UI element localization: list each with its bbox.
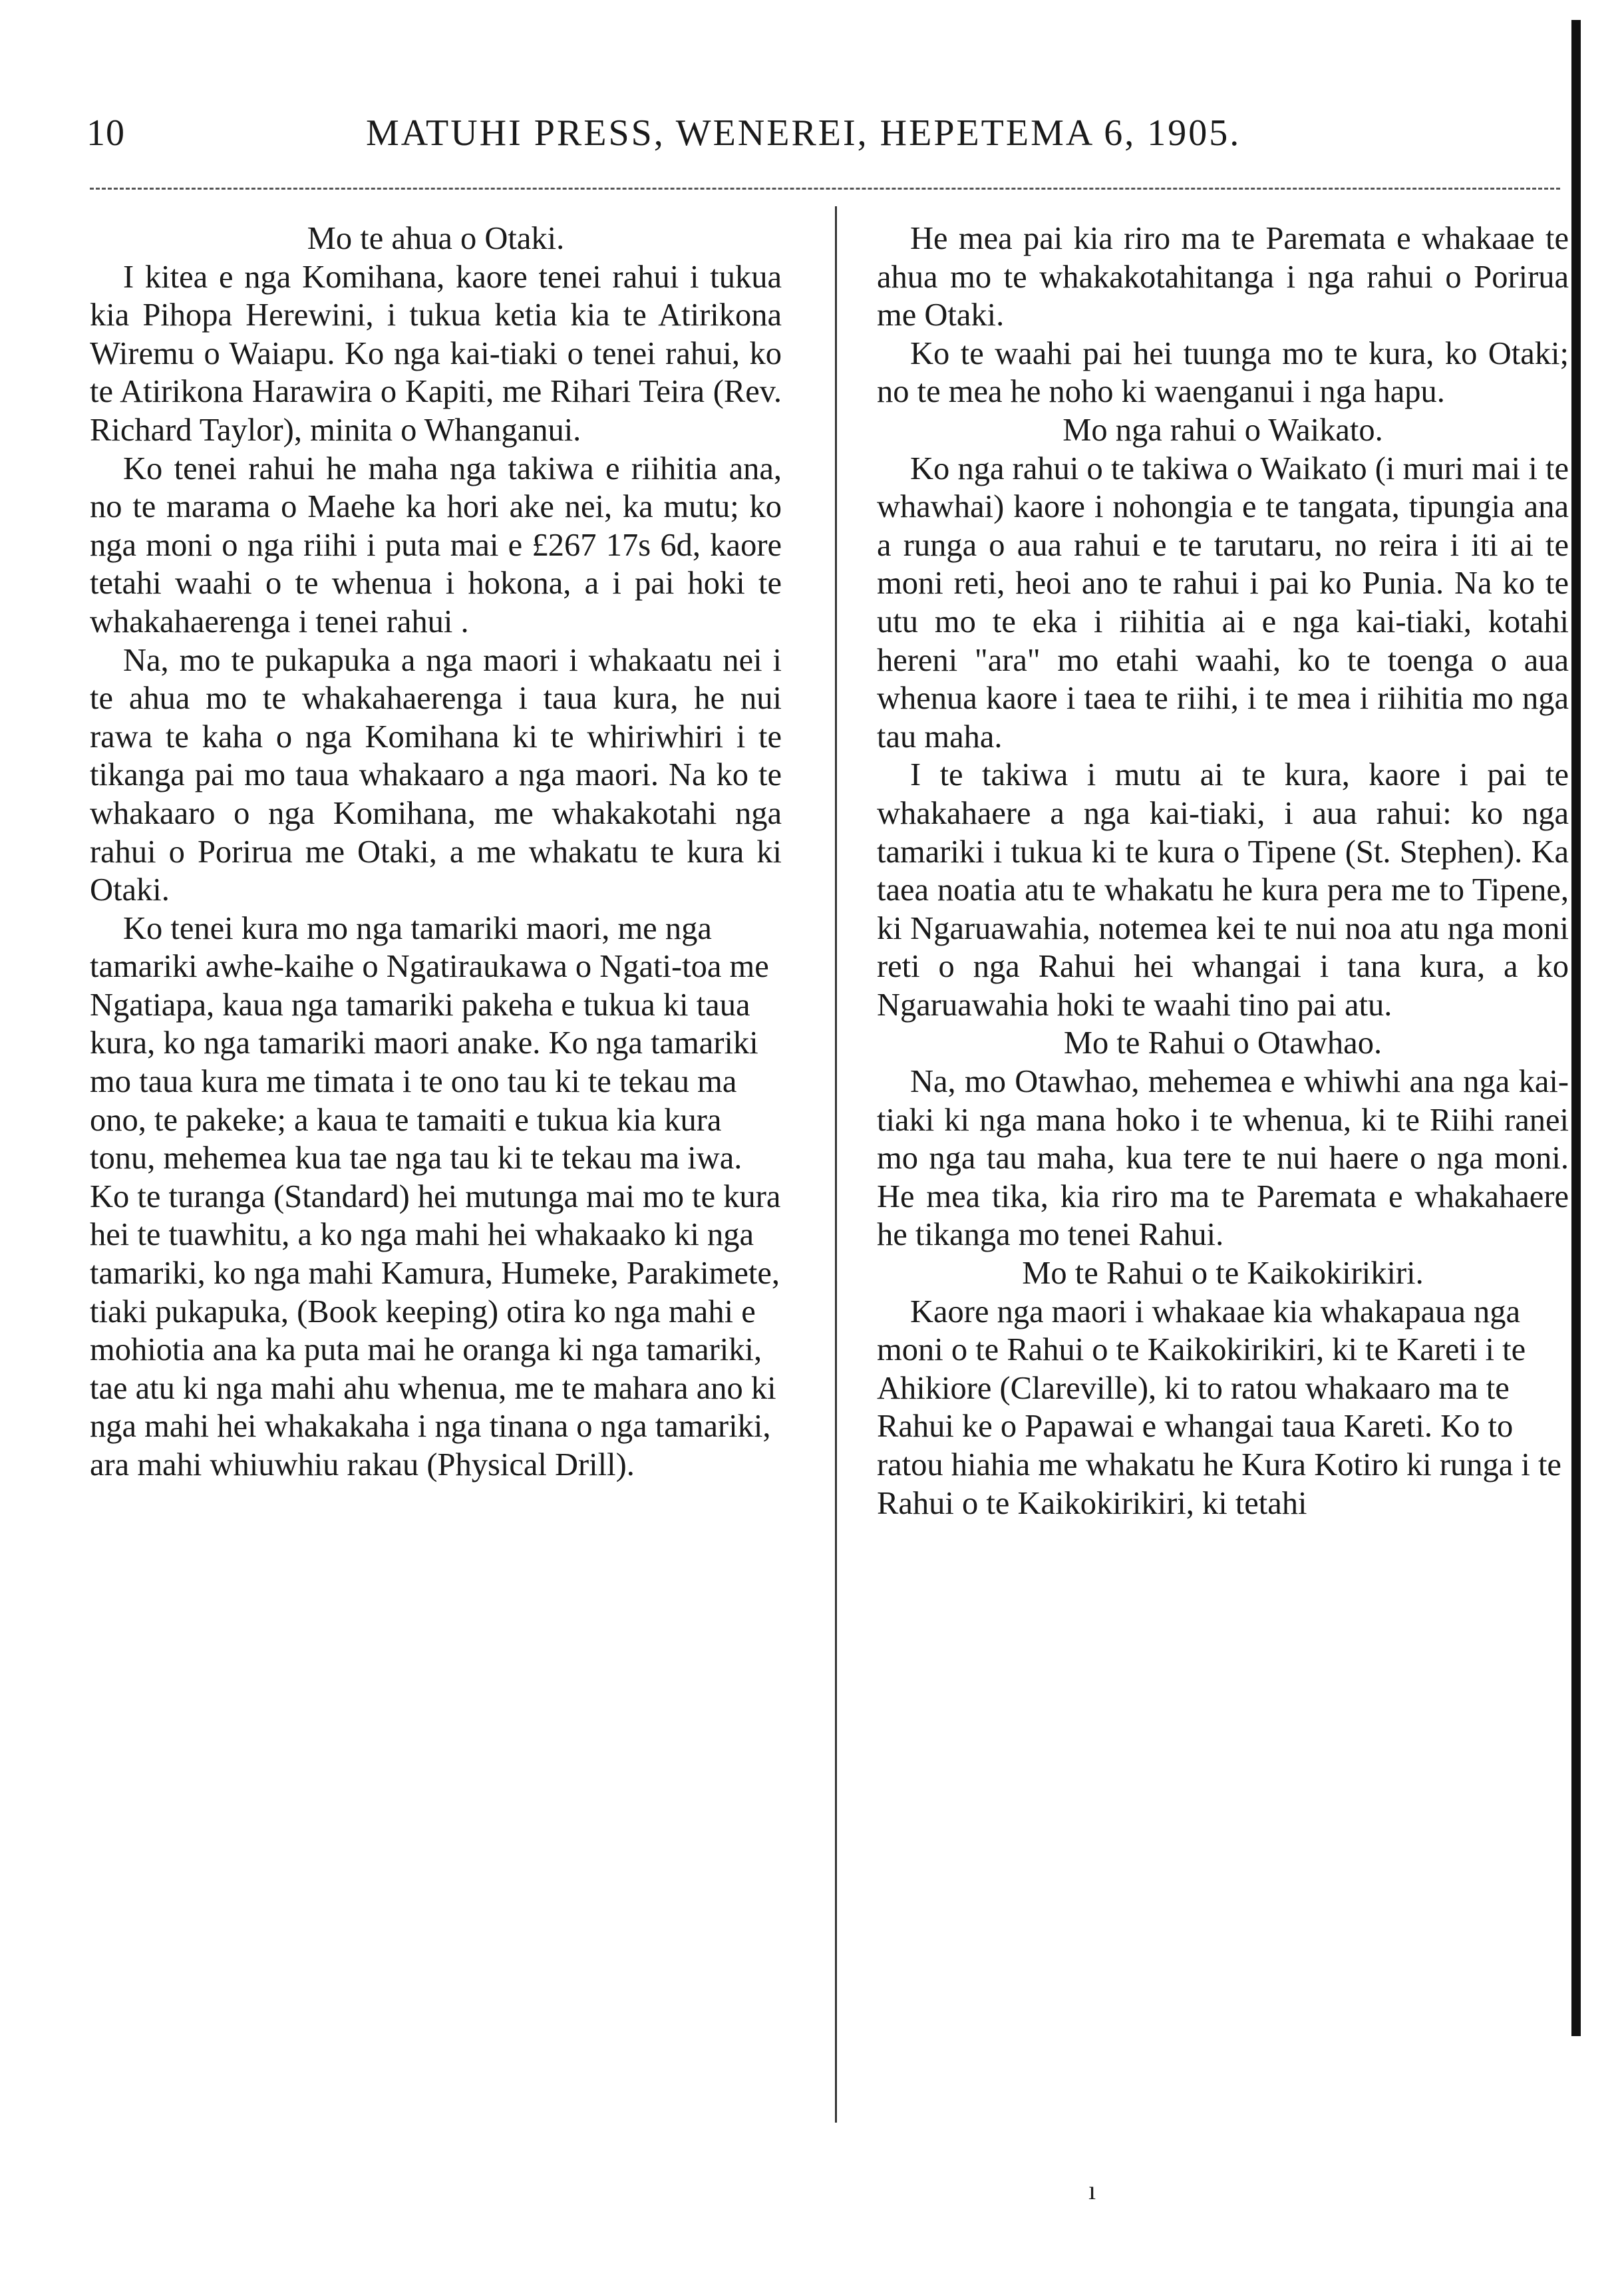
footer-mark: ı: [1088, 2175, 1096, 2205]
paragraph: Na, mo te pukapuka a nga maori i whakaatu nei i te ahua mo te whakahaerenga i taua kura, he nui rawa te kaha o nga Komihana ki te whiriwhiri i te tikanga pai mo taua whakaaro a nga maori. Na ko te whakaaro o nga Komihana, me whakakotahi nga rahui o Porirua me Otaki, a me whakatu te kura ki Otaki.: [90, 642, 782, 908]
section-heading-otaki: Mo te ahua o Otaki.: [307, 221, 565, 256]
page-edge: [1571, 20, 1581, 2036]
page-header: [86, 112, 1351, 165]
right-column: [877, 220, 1569, 1522]
section-heading-waikato: Mo nga rahui o Waikato.: [1062, 412, 1383, 448]
paragraph: Ko te waahi pai hei tuunga mo te kura, ko Otaki; no te mea he noho ki waenganui i nga hapu.: [877, 335, 1569, 410]
paragraph: Ko tenei kura mo nga tamariki maori, me nga tamariki awhe-kaihe o Ngatiraukawa o Ngati-toa me Ngatiapa, kaua nga tamariki pakeha e tukua ki taua kura, ko nga tamariki maori anake. Ko nga tamariki mo taua kura me timata i te ono tau ki te tekau ma ono, te pakeke; a kaua te tamaiti e tukua kia kura tonu, mehemea kua tae nga tau ki te tekau ma iwa. Ko te turanga (Standard) hei mutunga mai mo te kura hei te tuawhitu, a ko nga mahi hei whakaako ki nga tamariki, ko nga mahi Kamura, Humeke, Parakimete, tiaki pukapuka, (Book keeping) otira ko nga mahi e mohiotia ana ka puta mai he oranga ki nga tamariki, tae atu ki nga mahi ahu whenua, me te mahara ano ki nga mahi hei whakakaha i nga tinana o nga tamariki, ara mahi whiuwhiu rakau (Physical Drill).: [90, 910, 781, 1483]
column-divider: [835, 206, 837, 2123]
page-number: 10: [86, 112, 125, 154]
paragraph: I kitea e nga Komihana, kaore tenei rahui i tukua kia Pihopa Herewini, i tukua ketia kia te Atirikona Wiremu o Waiapu. Ko nga kai-tiaki o tenei rahui, ko te Atirikona Harawira o Kapiti, me Rihari Teira (Rev. Richard Taylor), minita o Whanganui.: [90, 259, 782, 448]
paragraph: He mea pai kia riro ma te Paremata e whakaae te ahua mo te whakakotahitanga i nga rahui o Porirua me Otaki.: [877, 221, 1569, 333]
running-head: MATUHI PRESS, WENEREI, HEPETEMA 6, 1905.: [366, 112, 1241, 154]
paragraph: Ko nga rahui o te takiwa o Waikato (i muri mai i te whawhai) kaore i nohongia e te tangata, tipungia ana a runga o aua rahui e te tarutaru, no reira i iti ai te moni reti, heoi ano te rahui i pai ko Punia. Na ko te utu mo te eka i riihitia ai e nga kai-tiaki, kotahi hereni "ara" mo etahi waahi, ko te toenga o aua whenua kaore i taea te riihi, i te mea i riihitia mo nga tau maha.: [877, 450, 1569, 755]
paragraph: I te takiwa i mutu ai te kura, kaore i pai te whakahaere a nga kai-tiaki, i aua rahui: ko nga tamariki i tukua ki te kura o Tipene (St. Stephen). Ka taea noatia atu te whakatu he kura pera me to Tipene, ki Ngaruawahia, notemea kei te nui noa atu nga moni reti o nga Rahui hei whangai i tana kura, a ko Ngaruawahia hoki te waahi tino pai atu.: [877, 757, 1569, 1023]
left-column: [90, 220, 782, 1485]
paragraph: Kaore nga maori i whakaae kia whakapaua nga moni o te Rahui o te Kaikokirikiri, ki te Kareti i te Ahikiore (Clareville), ki to ratou whakaaro ma te Rahui ke o Papawai e whangai taua Kareti. Ko to ratou hiahia me whakatu he Kura Kotiro ki runga i te Rahui o te Kaikokirikiri, ki tetahi: [877, 1294, 1561, 1521]
paragraph: Na, mo Otawhao, mehemea e whiwhi ana nga kai-tiaki ki nga mana hoko i te whenua, ki te Riihi ranei mo nga tau maha, kua tere te nui haere o nga moni. He mea tika, kia riro ma te Paremata e whakahaere he tikanga mo tenei Rahui.: [877, 1064, 1569, 1253]
section-heading-kaikokirikiri: Mo te Rahui o te Kaikokirikiri.: [1022, 1256, 1424, 1292]
paragraph: Ko tenei rahui he maha nga takiwa e riihitia ana, no te marama o Maehe ka hori ake nei, ka mutu; ko nga moni o nga riihi i puta mai e £267 17s 6d, kaore tetahi waahi o te whenua i hokona, a i pai hoki te whakahaerenga i tenei rahui .: [90, 450, 782, 639]
section-heading-otawhao: Mo te Rahui o Otawhao.: [1063, 1025, 1382, 1061]
header-rule: [90, 188, 1560, 190]
